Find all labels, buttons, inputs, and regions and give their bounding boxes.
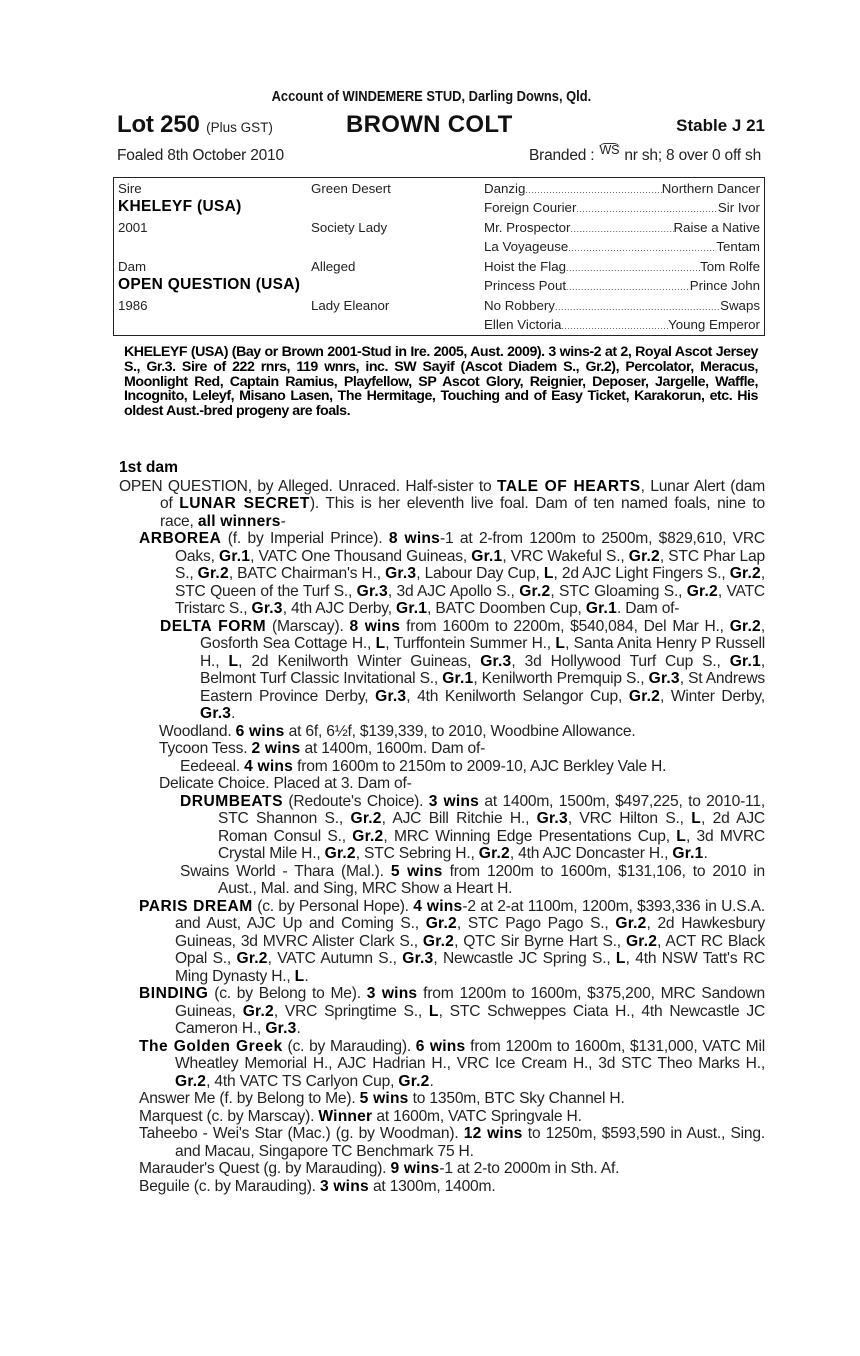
sire-label: Sire bbox=[118, 181, 142, 196]
lot-title: BROWN COLT bbox=[346, 111, 513, 138]
brand-info bbox=[528, 143, 761, 165]
first-dam-heading: 1st dam bbox=[119, 459, 178, 476]
dam-produce-entry: Taheebo - Wei's Star (Mac.) (g. by Woodman). 12 wins to 1250m, $593,590 in Aust., Sing. and Macau, Singapore TC Benchmark 75 H. bbox=[139, 1125, 765, 1160]
foal-brand-row bbox=[117, 143, 767, 167]
stable-number: Stable J 21 bbox=[676, 116, 765, 135]
lot-label: Lot 250 bbox=[117, 111, 200, 138]
brand-mark-icon: WS bbox=[599, 143, 620, 157]
dam-produce-entry: DELTA FORM (Marscay). 8 wins from 1600m to 2200m, $540,084, Del Mar H., Gr.2, Gosforth Sea Cottage H., L, Turffontein Summer H., L, Santa Anita Henry P Russell H., L, 2d Kenilworth Winter Guineas, Gr.3, 3d Hollywood Turf Cup S., Gr.1, Belmont Turf Classic Invitational S., Gr.1, Kenilworth Premquip S., Gr.3, St Andrews Eastern Province Derby, Gr.3, 4th Kenilworth Selangor Cup, Gr.2, Winter Derby, Gr.3. bbox=[160, 617, 766, 722]
ancestor-row: Ellen Victoria ..... Young Emperor bbox=[484, 317, 760, 334]
dam-produce-entry: DRUMBEATS (Redoute's Choice). 3 wins at 1400m, 1500m, $497,225, to 2010-11, STC Shannon S., Gr.2, AJC Bill Ritchie H., Gr.3, VRC Hilton S., L, 2d AJC Roman Consul S., Gr.2, MRC Winning Edge Presentations Cup, L, 3d MVRC Crystal Mile H., Gr.2, STC Sebring H., Gr.2, 4th AJC Doncaster H., Gr.1. bbox=[180, 792, 765, 862]
dam-year: 1986 bbox=[118, 298, 148, 313]
sire-name: KHELEYF (USA) bbox=[118, 198, 242, 215]
dam-produce-entry: ARBOREA (f. by Imperial Prince). 8 wins-1 at 2-from 1200m to 2500m, $829,610, VRC Oaks, Gr.1, VATC One Thousand Guineas, Gr.1, VRC Wakeful S., Gr.2, STC Phar Lap S., Gr.2, BATC Chairman's H., Gr.3, Labour Day Cup, L, 2d AJC Light Fingers S., Gr.2, STC Queen of the Turf S., Gr.3, 3d AJC Apollo S., Gr.2, STC Gloaming S., Gr.2, VATC Tristarc S., Gr.3, 4th AJC Derby, Gr.1, BATC Doomben Cup, Gr.1. Dam of- bbox=[139, 530, 765, 617]
ancestor-row: Mr. Prospector ..... Raise a Native bbox=[484, 220, 760, 237]
dam-produce-entry: BINDING (c. by Belong to Me). 3 wins from 1200m to 1600m, $375,200, MRC Sandown Guineas, Gr.2, VRC Springtime S., L, STC Schweppes Ciata H., 4th Newcastle JC Cameron H., Gr.3. bbox=[139, 985, 766, 1037]
dam-produce-entry: The Golden Greek (c. by Marauding). 6 wins from 1200m to 1600m, $131,000, VATC Mil Wheatley Memorial H., AJC Hadrian H., VRC Ice Cream H., 3d STC Theo Marks H., Gr.2, 4th VATC TS Carlyon Cup, Gr.2. bbox=[139, 1037, 765, 1090]
dam-produce-entry: Answer Me (f. by Belong to Me). 5 wins to 1350m, BTC Sky Channel H. bbox=[139, 1090, 625, 1107]
dam-sire: Alleged bbox=[311, 259, 356, 274]
sire-dam: Society Lady bbox=[311, 220, 388, 235]
first-dam-section bbox=[119, 459, 765, 1195]
lot-header-row bbox=[117, 111, 767, 139]
sire-sire: Green Desert bbox=[311, 181, 391, 196]
ancestor-row: Foreign Courier ..... Sir Ivor bbox=[484, 200, 760, 217]
ancestor-row: Princess Pout ..... Prince John bbox=[484, 278, 760, 295]
foaled-date: Foaled 8th October 2010 bbox=[117, 147, 284, 164]
sire-biography: KHELEYF (USA) (Bay or Brown 2001-Stud in Ire. 2005, Aust. 2009). 3 wins-2 at 2, Royal Ascot Jersey S., Gr.3. Sire of 222 rnrs, 119 wnrs, inc. SW Sayif (Ascot Diadem S., Gr.2), Percolator, Meracus, Moonlight Red, Captain Ramius, Playfellow, SP Ascot Glory, Reignier, Deposer, Jargelle, Waffle, Incognito, Leleyf, Misano Lasen, The Hermitage, Touching and of Easy Ticket, Karakorun, etc. His oldest Aust.-bred progeny are foals. bbox=[124, 344, 758, 420]
dam-produce-entry: PARIS DREAM (c. by Personal Hope). 4 wins-2 at 2-at 1100m, 1200m, $393,336 in U.S.A. and Aust, AJC Up and Coming S., Gr.2, STC Pago Pago S., Gr.2, 2d Hawkesbury Guineas, 3d MVRC Alister Clark S., Gr.2, QTC Sir Byrne Hart S., Gr.2, ACT RC Black Opal S., Gr.2, VATC Autumn S., Gr.3, Newcastle JC Spring S., L, 4th NSW Tatt's RC Ming Dynasty H., L. bbox=[139, 897, 766, 985]
sire-year: 2001 bbox=[118, 220, 148, 235]
pedigree-table bbox=[113, 177, 765, 336]
ancestor-row: No Robbery ..... Swaps bbox=[484, 298, 760, 315]
dam-produce-entry: Marquest (c. by Marscay). Winner at 1600m, VATC Springvale H. bbox=[139, 1107, 582, 1125]
plus-gst-note: (Plus GST) bbox=[206, 120, 273, 135]
dam-produce-entry: Eedeeal. 4 wins from 1600m to 2150m to 2009-10, AJC Berkley Vale H. bbox=[180, 757, 667, 775]
ancestor-row: Danzig ..... Northern Dancer bbox=[484, 181, 760, 198]
dam-produce-entry: Marauder's Quest (g. by Marauding). 9 wins-1 at 2-to 2000m in Sth. Af. bbox=[139, 1160, 620, 1177]
dam-produce-entry: Tycoon Tess. 2 wins at 1400m, 1600m. Dam of- bbox=[159, 740, 486, 757]
dam-produce-entry: Delicate Choice. Placed at 3. Dam of- bbox=[159, 775, 412, 792]
dam-produce-entry: Woodland. 6 wins at 6f, 6½f, $139,339, to 2010, Woodbine Allowance. bbox=[159, 722, 636, 740]
dam-produce-entry: OPEN QUESTION, by Alleged. Unraced. Half-sister to TALE OF HEARTS, Lunar Alert (dam of LUNAR SECRET). This is her eleventh live foal. Dam of ten named foals, nine to race, all winners- bbox=[119, 477, 766, 530]
dam-label: Dam bbox=[118, 259, 147, 274]
dam-name: OPEN QUESTION (USA) bbox=[118, 276, 301, 293]
branded-label: Branded : bbox=[528, 147, 595, 164]
lot-number bbox=[117, 111, 273, 139]
first-dam-entries bbox=[119, 478, 765, 1196]
ancestor-row: Hoist the Flag ..... Tom Rolfe bbox=[484, 259, 760, 276]
dam-produce-entry: Beguile (c. by Marauding). 3 wins at 1300m, 1400m. bbox=[139, 1177, 496, 1195]
ancestor-row: La Voyageuse ..... Tentam bbox=[484, 239, 760, 256]
dam-dam: Lady Eleanor bbox=[311, 298, 390, 313]
dam-produce-entry: Swains World - Thara (Mal.). 5 wins from 1200m to 1600m, $131,106, to 2010 in Aust., Mal. and Sing, MRC Show a Heart H. bbox=[180, 862, 765, 897]
brand-description: nr sh; 8 over 0 off sh bbox=[624, 147, 761, 164]
vendor-account-line: Account of WINDEMERE STUD, Darling Downs, Qld. bbox=[271, 88, 592, 105]
